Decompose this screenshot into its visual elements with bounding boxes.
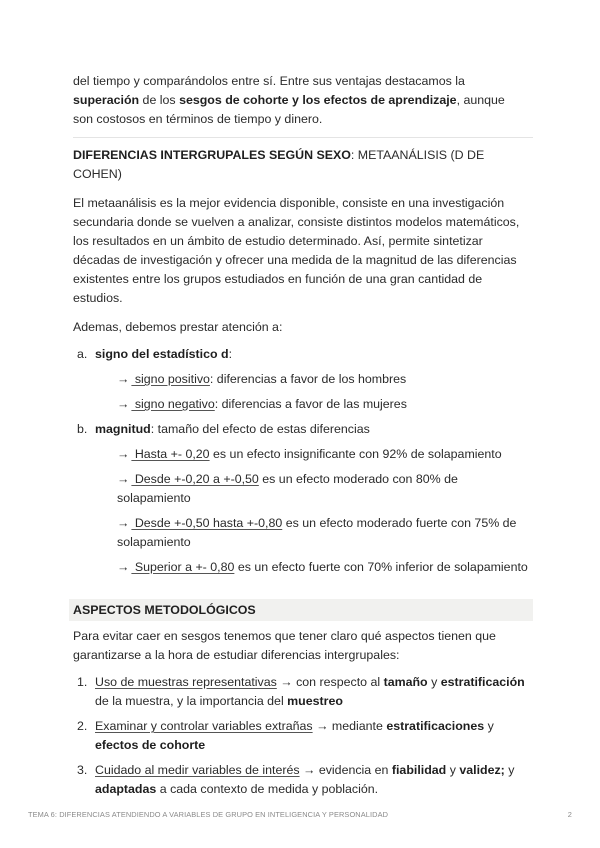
bold-term: validez; <box>459 763 505 777</box>
bold-term: signo del estadístico d <box>95 347 229 361</box>
list-marker: a. <box>77 347 88 361</box>
sub-item <box>117 514 533 552</box>
magnitude-sublist <box>95 445 533 577</box>
sub-item <box>117 558 533 577</box>
text: : diferencias a favor de las mujeres <box>214 397 407 411</box>
sub-item <box>117 445 533 464</box>
text: de la muestra, y la importancia del <box>95 694 288 708</box>
text: y <box>446 763 460 777</box>
list-item-b <box>73 420 533 577</box>
list-item-2 <box>73 717 533 755</box>
underlined-term: Superior a +- 0,80 <box>131 560 235 574</box>
list-marker: 1. <box>77 675 88 689</box>
text: → con respecto al <box>276 675 384 689</box>
underlined-term: Cuidado al medir variables de interés <box>95 763 300 777</box>
list-item-1 <box>73 673 533 711</box>
text: , aunque <box>456 93 505 107</box>
bold-term: estratificación <box>440 675 525 689</box>
footer-title: TEMA 6: DIFERENCIAS ATENDIENDO A VARIABLES DE GRUPO EN INTELIGENCIA Y PERSONALIDAD <box>28 810 389 819</box>
section-heading-metaanalysis <box>73 146 533 184</box>
underlined-term: Hasta +- 0,20 <box>131 447 210 461</box>
heading-bold: DIFERENCIAS INTERGRUPALES SEGÚN SEXO <box>73 148 351 162</box>
underlined-term: signo positivo <box>131 372 210 386</box>
list-item-a <box>73 345 533 414</box>
intro-line: son costosos en términos de tiempo y dinero. <box>73 112 323 126</box>
list-marker: b. <box>77 422 88 436</box>
arrow-icon: → <box>117 397 130 411</box>
arrow-icon: → <box>117 516 130 530</box>
text: → mediante <box>312 719 387 733</box>
text: es un efecto moderado fuerte con 75% de solapamiento <box>117 516 517 549</box>
bold-term: adaptadas <box>95 782 157 796</box>
attention-list <box>73 345 533 577</box>
text: es un efecto fuerte con 70% inferior de solapamiento <box>234 560 528 574</box>
underlined-term: Uso de muestras representativas <box>95 675 277 689</box>
sub-item <box>117 395 533 414</box>
heading-rest: : METAANÁLISIS (D DE COHEN) <box>73 148 485 181</box>
text: y <box>504 763 515 777</box>
underlined-term: Examinar y controlar variables extrañas <box>95 719 313 733</box>
list-marker: 3. <box>77 763 88 777</box>
page-content <box>73 72 533 805</box>
sub-item <box>117 370 533 389</box>
intro-line: del tiempo y comparándolos entre sí. Entre sus ventajas destacamos la <box>73 74 465 88</box>
metaanalysis-paragraph: El metaanálisis es la mejor evidencia disponible, consiste en una investigación secundaria donde se vuelven a analizar, consiste distintos modelos matemáticos, los resultados en un ámbito de estudio determinado. Así, permite sintetizar décadas de investigación y ofrecer una medida de la magnitud de las diferencias existentes entre los grupos estudiados en función de una gran cantidad de estudios. <box>73 196 520 305</box>
arrow-icon: → <box>117 560 130 574</box>
text: : diferencias a favor de los hombres <box>209 372 407 386</box>
bold-term: sesgos de cohorte y los efectos de aprendizaje <box>179 93 457 107</box>
methodology-list <box>73 673 533 799</box>
underlined-term: Desde +-0,20 a +-0,50 <box>131 472 259 486</box>
bold-term: magnitud <box>95 422 151 436</box>
text: es un efecto insignificante con 92% de solapamiento <box>209 447 502 461</box>
bold-term: tamaño <box>383 675 428 689</box>
underlined-term: Desde +-0,50 hasta +-0,80 <box>131 516 283 530</box>
underlined-term: signo negativo <box>131 397 215 411</box>
text: → evidencia en <box>299 763 392 777</box>
attention-line: Ademas, debemos prestar atención a: <box>73 320 283 334</box>
sub-item <box>117 470 533 508</box>
text: : tamaño del efecto de estas diferencias <box>150 422 370 436</box>
page-footer <box>28 810 572 819</box>
bold-term: fiabilidad <box>391 763 447 777</box>
page-number: 2 <box>567 810 572 819</box>
text: a cada contexto de medida y población. <box>156 782 379 796</box>
divider <box>73 137 533 138</box>
arrow-icon: → <box>117 372 130 386</box>
intro-paragraph <box>73 72 533 129</box>
text: de los <box>139 93 180 107</box>
arrow-icon: → <box>117 447 130 461</box>
bold-term: muestreo <box>287 694 343 708</box>
text: y <box>427 675 441 689</box>
list-item-3 <box>73 761 533 799</box>
arrow-icon: → <box>117 472 130 486</box>
text: y <box>484 719 494 733</box>
list-marker: 2. <box>77 719 88 733</box>
text: es un efecto moderado con 80% de solapamiento <box>117 472 458 505</box>
bold-term: superación <box>73 93 140 107</box>
section-heading-methodology: ASPECTOS METODOLÓGICOS <box>69 599 533 621</box>
text: : <box>228 347 233 361</box>
bold-term: efectos de cohorte <box>95 738 206 752</box>
bold-term: estratificaciones <box>386 719 485 733</box>
sign-sublist <box>95 370 533 414</box>
methodology-paragraph: Para evitar caer en sesgos tenemos que tener claro qué aspectos tienen que garantizarse a la hora de estudiar diferencias intergrupales: <box>73 629 496 662</box>
